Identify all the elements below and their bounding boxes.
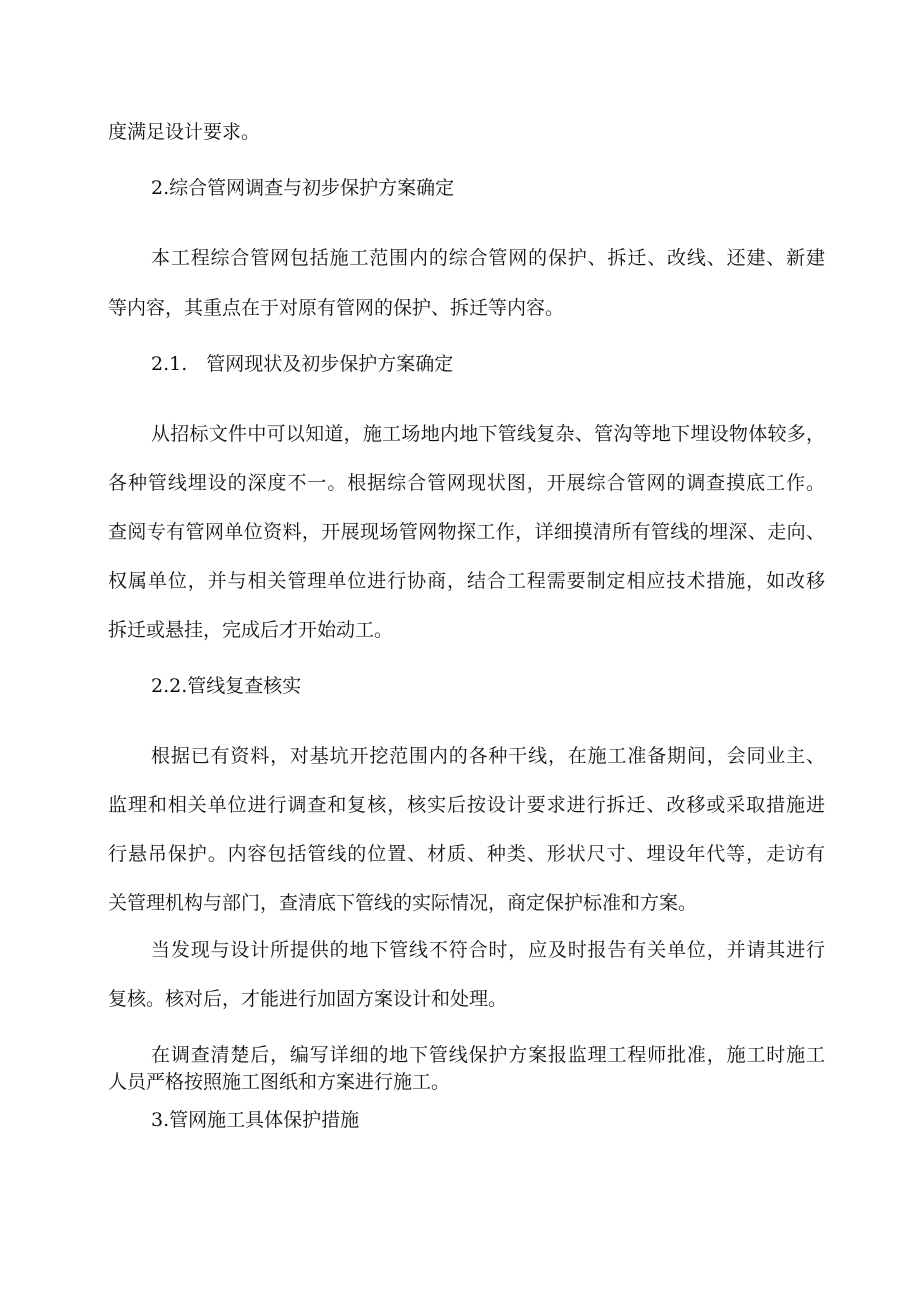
paragraph-line: 复核。核对后，才能进行加固方案设计和处理。	[108, 988, 508, 1010]
paragraph-line: 关管理机构与部门，查清底下管线的实际情况，商定保护标准和方案。	[108, 892, 698, 914]
paragraph-line: 本工程综合管网包括施工范围内的综合管网的保护、拆迁、改线、还建、新建	[151, 247, 825, 269]
section-heading: 2.综合管网调查与初步保护方案确定	[151, 177, 455, 199]
subsection-heading: 2.1. 管网现状及初步保护方案确定	[151, 353, 454, 375]
paragraph-line: 度满足设计要求。	[108, 121, 261, 143]
paragraph-line: 查阅专有管网单位资料，开展现场管网物探工作，详细摸清所有管线的埋深、走向、	[108, 521, 825, 543]
paragraph-line: 监理和相关单位进行调查和复核，核实后按设计要求进行拆迁、改移或采取措施进	[108, 794, 825, 816]
paragraph-line: 各种管线埋设的深度不一。根据综合管网现状图，开展综合管网的调查摸底工作。	[108, 472, 825, 494]
paragraph-line: 从招标文件中可以知道，施工场地内地下管线复杂、管沟等地下埋设物体较多，	[151, 423, 825, 445]
paragraph-line: 等内容，其重点在于对原有管网的保护、拆迁等内容。	[108, 297, 565, 319]
paragraph-line: 根据已有资料，对基坑开挖范围内的各种干线，在施工准备期间，会同业主、	[151, 745, 825, 767]
paragraph-line: 在调查清楚后，编写详细的地下管线保护方案报监理工程师批准，施工时施工	[151, 1044, 825, 1066]
paragraph-line: 当发现与设计所提供的地下管线不符合时，应及时报告有关单位，并请其进行	[151, 939, 825, 961]
paragraph-line: 行悬吊保护。内容包括管线的位置、材质、种类、形状尺寸、埋设年代等，走访有	[108, 843, 825, 865]
paragraph-line: 人员严格按照施工图纸和方案进行施工。	[108, 1071, 451, 1093]
paragraph-line: 权属单位，并与相关管理单位进行协商，结合工程需要制定相应技术措施，如改移	[108, 570, 825, 592]
subsection-heading: 2.2.管线复查核实	[151, 675, 302, 697]
paragraph-line: 拆迁或悬挂，完成后才开始动工。	[108, 619, 394, 641]
section-heading: 3.管网施工具体保护措施	[151, 1109, 360, 1131]
